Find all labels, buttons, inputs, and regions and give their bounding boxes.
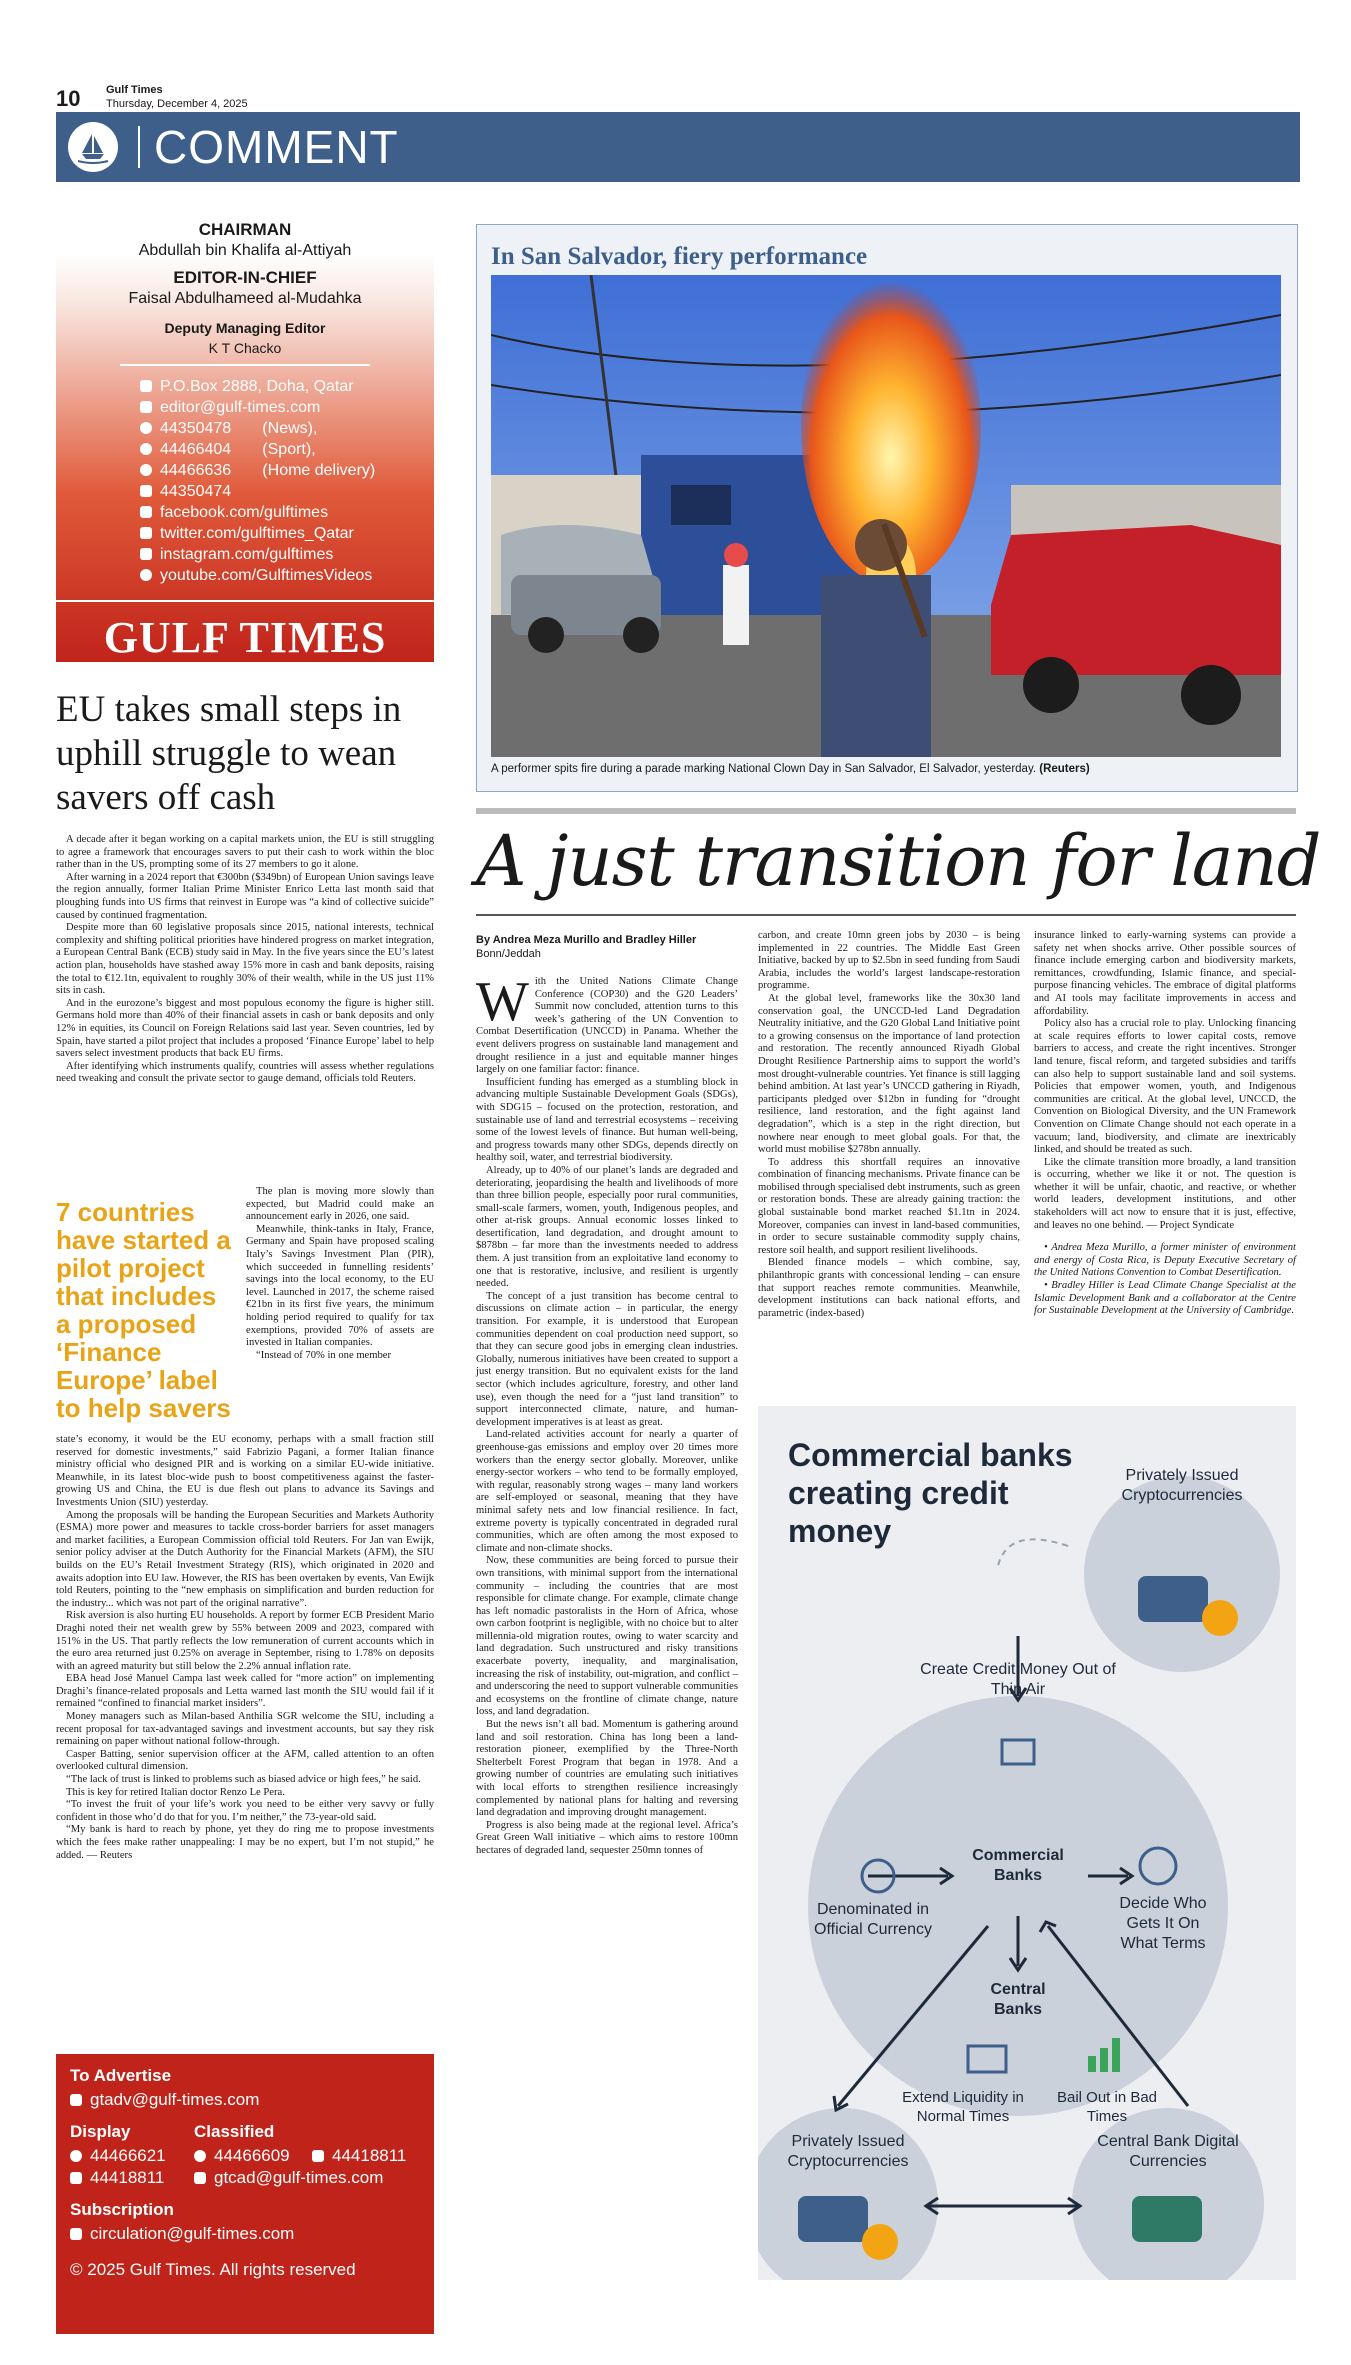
advertise-email[interactable]: gtadv@gulf-times.com: [70, 2090, 259, 2110]
subscription-label: Subscription: [70, 2200, 174, 2219]
author-bio: • Bradley Hiller is Lead Climate Change Specialist at the Islamic Development Bank and a collaborator at the Centre for Sustainable Development at the University of Cambridge.: [1034, 1280, 1296, 1317]
paragraph: Progress is also being made at the regional level. Africa’s Great Green Wall initiative – which aims to restore 100mn hectares of degraded land, sequester 250mn tonnes of: [476, 1819, 738, 1856]
section-bar: [56, 112, 1300, 182]
gulf-times-logo: GULF TIMES: [103, 613, 387, 662]
left-article-body-top: [56, 834, 434, 1086]
paragraph: Despite more than 60 legislative proposals since 2015, national interests, technical complexity and shifting political priorities have hindered progress on market integration, a European Central Bank (ECB) study said in May. In the five years since the EU’s latest action plan, households have stashed away 15% more in cash and bank deposits, raising the total to €12.1tn, equivalent to roughly 30% of their wealth, while in the US just 11% sits in cash.: [56, 922, 434, 997]
photo-credit: (Reuters): [1039, 763, 1090, 775]
headline-rule-top: [476, 808, 1296, 814]
editor-name: Faisal Abdulhameed al-Mudahka: [128, 290, 362, 307]
contact-youtube[interactable]: youtube.com/GulftimesVideos: [140, 567, 372, 585]
paragraph: Already, up to 40% of our planet’s lands are degraded and deteriorating, jeopardising the health and livelihoods of more than three billion people, especially poor rural communities, small-scale farmers, women, youth, Indigenous peoples, and other at-risk groups. Annual economic losses linked to desertification, land degradation, and drought amount to $878bn – far more than the investments needed to address them. A just transition from an exploitative land economy to one that is restorative, inclusive, and resilient is urgently needed.: [476, 1164, 738, 1290]
publication-date: Thursday, December 4, 2025: [106, 98, 248, 110]
fire-performer-photo: [491, 275, 1281, 757]
advertise-label: To Advertise: [70, 2066, 172, 2085]
contact-facebook[interactable]: facebook.com/gulftimes: [140, 504, 328, 522]
contact-phone-sport: 44466404 (Sport),: [140, 441, 316, 459]
fax-icon: [140, 485, 152, 497]
label-extend-liquidity: Extend Liquidity in Normal Times: [902, 2089, 1024, 2125]
paragraph: “My bank is hard to reach by phone, yet they do ring me to propose investments which the fees make rather unappealing: I may be no expert, but I’m not stupid,” he added. — Reuters: [56, 1824, 434, 1861]
paragraph: At the global level, frameworks like the 30x30 land conservation goal, the UNCCD-led Land Degradation Neutrality initiative, and the G20 Global Land Initiative point to a growing consensus on the importance of land protection and restoration. The recently announced Riyadh Global Drought Resilience Partnership aims to support the world’s most drought-vulnerable countries. Yet finance is still lagging behind ambition. At last year’s UNCCD gathering in Riyadh, participants pledged over $12bn in funding for “drought resilience, land restoration, and the fight against land degradation”, which is a step in the right direction, but nowhere near enough to meet global goals. For that, the world must mobilise $278bn annually.: [758, 992, 1020, 1156]
label-private-crypto-top: Privately Issued Cryptocurrencies: [1121, 1467, 1243, 1504]
paragraph: But the news isn’t all bad. Momentum is gathering around land and soil restoration. China has long been a land-restoration pioneer, exemplified by the Three-North Shelterbelt Forest Program that began in 1978. And a growing number of countries are emulating such initiatives with local efforts to strengthen resilience increasingly complemented by national plans for halting and reversing land degradation and improving drought management.: [476, 1719, 738, 1819]
main-column-3: [1034, 930, 1296, 1318]
email-icon: [194, 2172, 206, 2184]
dropcap: W: [476, 971, 529, 1033]
display-phone-1: 44466621: [70, 2146, 166, 2166]
chairman-label: CHAIRMAN: [198, 220, 292, 239]
masthead-divider-2: [56, 600, 434, 602]
label-bail-out: Bail Out in Bad Times: [1056, 2089, 1158, 2125]
phone-icon: [194, 2150, 206, 2162]
main-column-1: [476, 971, 738, 1858]
contact-phone-news: 44350478 (News),: [140, 420, 317, 438]
contact-email[interactable]: editor@gulf-times.com: [140, 399, 320, 417]
email-icon: [140, 401, 152, 413]
instagram-icon: [140, 548, 152, 560]
paragraph: Now, these communities are being forced to pursue their own transitions, with minimal support from the international community – including the countries that are most responsible for climate change. For example, climate change has left nomadic pastoralists in the Horn of Africa, whose own carbon footprint is negligible, with no choice but to alter millennia-old migration routes, owing to water scarcity and land degradation. Such unstructured and risky transitions exacerbate poverty, inequality, and marginalisation, increasing the risk of instability, out-migration, and conflict – and underscoring the need to support vulnerable communities and ecosystems on the frontline of climate change, nature loss, and land degradation.: [476, 1555, 738, 1718]
paragraph: The plan is moving more slowly than expected, but Madrid could make an announcement early in 2026, one said.: [246, 1186, 434, 1223]
subscription-email[interactable]: circulation@gulf-times.com: [70, 2224, 294, 2244]
phone-icon: [140, 422, 152, 434]
paragraph: And in the eurozone’s biggest and most populous economy the figure is higher still. Germans hold more than 40% of their financial assets in cash or bank deposits and only 12% in equities, its Council on Foreign Relations said last year. Seven countries, led by Spain, have started a pilot project that includes a proposed ‘Finance Europe’ label to help savers select investment products that back EU firms.: [56, 997, 434, 1060]
label-commercial-banks: Commercial Banks: [972, 1847, 1064, 1884]
paragraph: insurance linked to early-warning systems can provide a safety net when shocks arrive. Other possible sources of finance include emerging carbon and biodiversity markets, remittances, crowdfunding, Islamic finance, and special-purpose financing vehicles. The embrace of digital platforms and AI tools may facilitate improvements in access and affordability.: [1034, 930, 1296, 1017]
paragraph: With the United Nations Climate Change Conference (COP30) and the G20 Leaders’ Summit now concluded, attention turns to this week’s gathering of the UN Convention to Combat Desertification (UNCCD) in Panama. Whether the event delivers progress on sustainable land management and drought resilience in a just and equitable manner hinges largely on one familiar factor: finance.: [476, 971, 738, 1076]
paragraph: “To invest the fruit of your life’s work you need to be either very savvy or fully confident in those who’d do that for you. I’m neither,” the 73-year-old said.: [56, 1799, 434, 1823]
label-private-crypto-bottom: Privately Issued Cryptocurrencies: [787, 2133, 909, 2170]
phone-icon: [140, 464, 152, 476]
credit-money-infographic: [758, 1406, 1296, 2280]
fax-icon: [312, 2150, 324, 2162]
main-column-2: [758, 930, 1020, 1320]
phone-icon: [140, 443, 152, 455]
contact-fax: 44350474: [140, 483, 231, 501]
section-title: COMMENT: [154, 121, 399, 173]
youtube-icon: [140, 569, 152, 581]
email-icon: [70, 2094, 82, 2106]
x-icon: [140, 527, 152, 539]
masthead-box: [56, 214, 434, 662]
contact-address: P.O.Box 2888, Doha, Qatar: [140, 378, 354, 396]
copyright: © 2025 Gulf Times. All rights reserved: [70, 2260, 356, 2279]
paragraph: To address this shortfall requires an innovative combination of financing mechanisms. Private finance can be mobilised through specialised debt instruments, such as green or restoration bonds. These are already gaining traction: the global sustainable bond market reached $1.1tn in 2024. Moreover, companies can invest in land-based communities, in order to secure sustainable commodity supply chains, restore soil health, and support resilient livelihoods.: [758, 1156, 1020, 1256]
editor-label: EDITOR-IN-CHIEF: [173, 268, 317, 287]
photo-box: [476, 224, 1298, 792]
label-cbdc: Central Bank Digital Currencies: [1097, 2133, 1239, 2170]
deputy-name: K T Chacko: [208, 340, 282, 356]
paragraph: Blended finance models – which combine, say, philanthropic grants with concessional lending – can ensure that support reaches remote communities. Meanwhile, development institutions can back national efforts, and parametric (index-based): [758, 1257, 1020, 1319]
classified-phone-1: 44466609: [194, 2146, 290, 2166]
left-article-body-side: [246, 1186, 434, 1362]
paragraph: carbon, and create 10mn green jobs by 2030 – is being implemented in 22 countries. The Middle East Green Initiative, backed by up to $2.5bn in seed funding from Saudi Arabia, includes the world’s largest landscape-restoration programme.: [758, 930, 1020, 992]
paragraph: Among the proposals will be handing the European Securities and Markets Authority (ESMA) more power and measures to tackle cross-border barriers for asset managers and market facilities, a European Commission official told Reuters. For Jan van Ewijk, senior policy adviser at the Dutch Authority for the Financial Markets (AFM), the SIU builds on the EU’s Retail Investment Strategy (RIS), which originated in 2020 and awaits adoption into EU law. However, the RIS has been overtaken by events, Van Ewijk told Reuters, pointing to the “new emphasis on simplification and burden reduction for the industry... which was not part of the original narrative”.: [56, 1509, 434, 1609]
label-denominated: Denominated in Official Currency: [814, 1901, 932, 1938]
email-icon: [70, 2228, 82, 2240]
deputy-label: Deputy Managing Editor: [164, 320, 326, 336]
paragraph: state’s economy, it would be the EU economy, perhaps with a small fraction still reserved for domestic investments,” said Fabrizio Pagani, a former Italian finance ministry official who designed PIR and is working on a similar EU-wide initiative. Meanwhile, in its latest bloc-wide push to boost competitiveness against the faster-growing US and China, the EU is due flesh out plans to advance its Savings and Investments Union (SIU) yesterday.: [56, 1434, 434, 1508]
contact-instagram[interactable]: instagram.com/gulftimes: [140, 546, 333, 564]
classified-email[interactable]: gtcad@gulf-times.com: [194, 2168, 383, 2188]
paragraph: A decade after it began working on a capital markets union, the EU is still struggling to agree a framework that encourages savers to put their cash to work within the bloc rather than in the US, prompting some of its 27 members to go it alone.: [56, 834, 434, 871]
author-bio: • Andrea Meza Murillo, a former minister of environment and energy of Costa Rica, is Deputy Executive Secretary of the United Nations Convention to Combat Desertification.: [1034, 1242, 1296, 1279]
paragraph: “The lack of trust is linked to problems such as biased advice or high fees,” he said.: [66, 1774, 421, 1786]
main-headline: A just transition for land: [476, 820, 1321, 902]
left-article-headline: EU takes small steps in uphill struggle to wean savers off cash: [56, 689, 402, 818]
publication-name: Gulf Times: [106, 84, 163, 96]
pull-quote: 7 countries have started a pilot project that includes a proposed ‘Finance Europe’ label to help savers: [56, 1197, 231, 1423]
headline-rule-bottom: [476, 914, 1296, 916]
paragraph: After warning in a 2024 report that €300bn ($349bn) of European Union savings leave the region annually, former Italian Prime Minister Enrico Letta last month said that ploughing funds into US firms that reinvest in Europe was “a kind of collective suicide” caused by continued fragmentation.: [56, 871, 434, 921]
paragraph: EBA head José Manuel Campa last week called for “more action” on implementing Draghi’s finance-related proposals and Letta warned last month the SIU would fail if it remained “confined to financial market insiders”.: [56, 1673, 434, 1710]
bar-divider: [138, 126, 140, 168]
paragraph: Casper Batting, senior supervision officer at the AFM, called attention to an often overlooked cultural dimension.: [56, 1748, 434, 1773]
classified-phone-2: 44418811: [312, 2146, 406, 2166]
paragraph: Land-related activities account for nearly a quarter of greenhouse-gas emissions and employ over 20 times more workers than the energy sector globally. Moreover, unlike energy-sector workers – who tend to be formally employed, with regular, reasonably strong wages – many land workers are self-employed or seasonal, meaning that they have minimal safety nets and low financial resilience. In fact, extreme poverty is typically concentrated in degraded rural communities, which are often among the most exposed to climate and non-climate shocks.: [476, 1429, 738, 1554]
classified-label: Classified: [194, 2122, 275, 2141]
contact-twitter[interactable]: twitter.com/gulftimes_Qatar: [140, 525, 354, 543]
advertising-box: [56, 2054, 434, 2334]
paragraph: Insufficient funding has emerged as a stumbling block in advancing multiple Sustainable Development Goals (SDGs), with SDG15 – focused on the protection, restoration, and sustainable use of land and terrestrial ecosystems – receiving some of the lowest levels of finance. But human well-being, and progress towards many other SDGs, depends directly on healthy soil, water, and terrestrial biodiversity.: [476, 1076, 738, 1164]
fax-icon: [70, 2172, 82, 2184]
paragraph: Like the climate transition more broadly, a land transition is occurring, whether we like it or not. The question is whether it will be unfair, chaotic, and reactive, or whether world leaders, development institutions, and other stakeholders will act now to ensure that it is just, effective, and leaves no one behind. — Project Syndicate: [1034, 1156, 1296, 1231]
label-decide: Decide Who Gets It On What Terms: [1119, 1895, 1207, 1952]
display-phone-2: 44418811: [70, 2168, 164, 2188]
phone-icon: [70, 2150, 82, 2162]
mailbox-icon: [140, 380, 152, 392]
left-article-body-bottom: [56, 1434, 434, 1862]
paragraph: This is key for retired Italian doctor Renzo Le Pera.: [66, 1786, 285, 1798]
ship-logo-icon: [68, 122, 118, 172]
page-number: 10: [56, 86, 81, 111]
paragraph: Money managers such as Milan-based Anthilia SGR welcome the SIU, including a recent proposal for tax-advantaged savings and investment accounts, but say they risk remaining on paper without national follow-through.: [56, 1711, 434, 1748]
facebook-icon: [140, 506, 152, 518]
paragraph: After identifying which instruments qualify, countries will assess whether regulations need tweaking and consult the private sector to gauge demand, officials told Reuters.: [56, 1060, 434, 1085]
paragraph: Meanwhile, think-tanks in Italy, France, Germany and Spain have proposed scaling Italy’s Savings Investment Plan (PIR), which succeeded in funnelling residents’ savings into the local economy, to the EU level. Launched in 2017, the scheme raised €21bn in its first five years, the minimum holding period required to qualify for tax exemptions, provided 70% of assets are invested in Italian companies.: [246, 1223, 434, 1349]
photo-title: In San Salvador, fiery performance: [491, 243, 868, 270]
paragraph: “Instead of 70% in one member: [256, 1349, 392, 1361]
contact-phone-delivery: 44466636 (Home delivery): [140, 462, 375, 480]
label-create-money: Create Credit Money Out of Thin Air: [920, 1661, 1116, 1698]
paragraph: Risk aversion is also hurting EU households. A report by former ECB President Mario Draghi noted their net wealth grew by 55% between 2009 and 2023, compared with 151% in the US. That partly reflects the low remuneration of current accounts which in the euro area returned just 0.25% on average in September, rising to 1.78% on deposits with an agreed maturity but still below the 2.2% annual inflation rate.: [56, 1610, 434, 1672]
masthead-divider: [120, 364, 370, 366]
byline: By Andrea Meza Murillo and Bradley Hiller: [476, 934, 697, 946]
infographic-title: Commercial banks creating credit money: [788, 1437, 1073, 1549]
paragraph: Policy also has a crucial role to play. Unlocking financing at scale requires efforts to lower capital costs, remove barriers to access, and create the right incentives. Stronger land tenure, fiscal reform, and targeted subsidies and tariffs can also help to support sustainable land and soil systems. Policies that empower women, youth, and Indigenous communities are critical. At the global level, UNCCD, the Convention on Biological Diversity, and the UN Framework Convention on Climate Change should not each operate in a vacuum; land, biodiversity, and climate are inextricably linked, and should be treated as such.: [1034, 1018, 1296, 1156]
display-label: Display: [70, 2122, 131, 2141]
label-central-banks: Central Banks: [990, 1981, 1046, 2018]
photo-caption: A performer spits fire during a parade marking National Clown Day in San Salvador, El Salvador, yesterday. (Reuters): [491, 763, 1090, 775]
dateline: Bonn/Jeddah: [476, 948, 541, 960]
paragraph: The concept of a just transition has become central to discussions on climate action – in particular, the energy transition. For example, it is understood that European communities dependent on coal production need support, so that they can secure good jobs in emerging clean industries. Globally, numerous initiatives have been created to support a just energy transition. But no equivalent exists for the land sector (which includes agriculture, forestry, and other land use), even though the need for a “just land transition” to support interconnected climate, nature, and human-development imperatives is at least as great.: [476, 1290, 738, 1428]
chairman-name: Abdullah bin Khalifa al-Attiyah: [138, 242, 352, 259]
